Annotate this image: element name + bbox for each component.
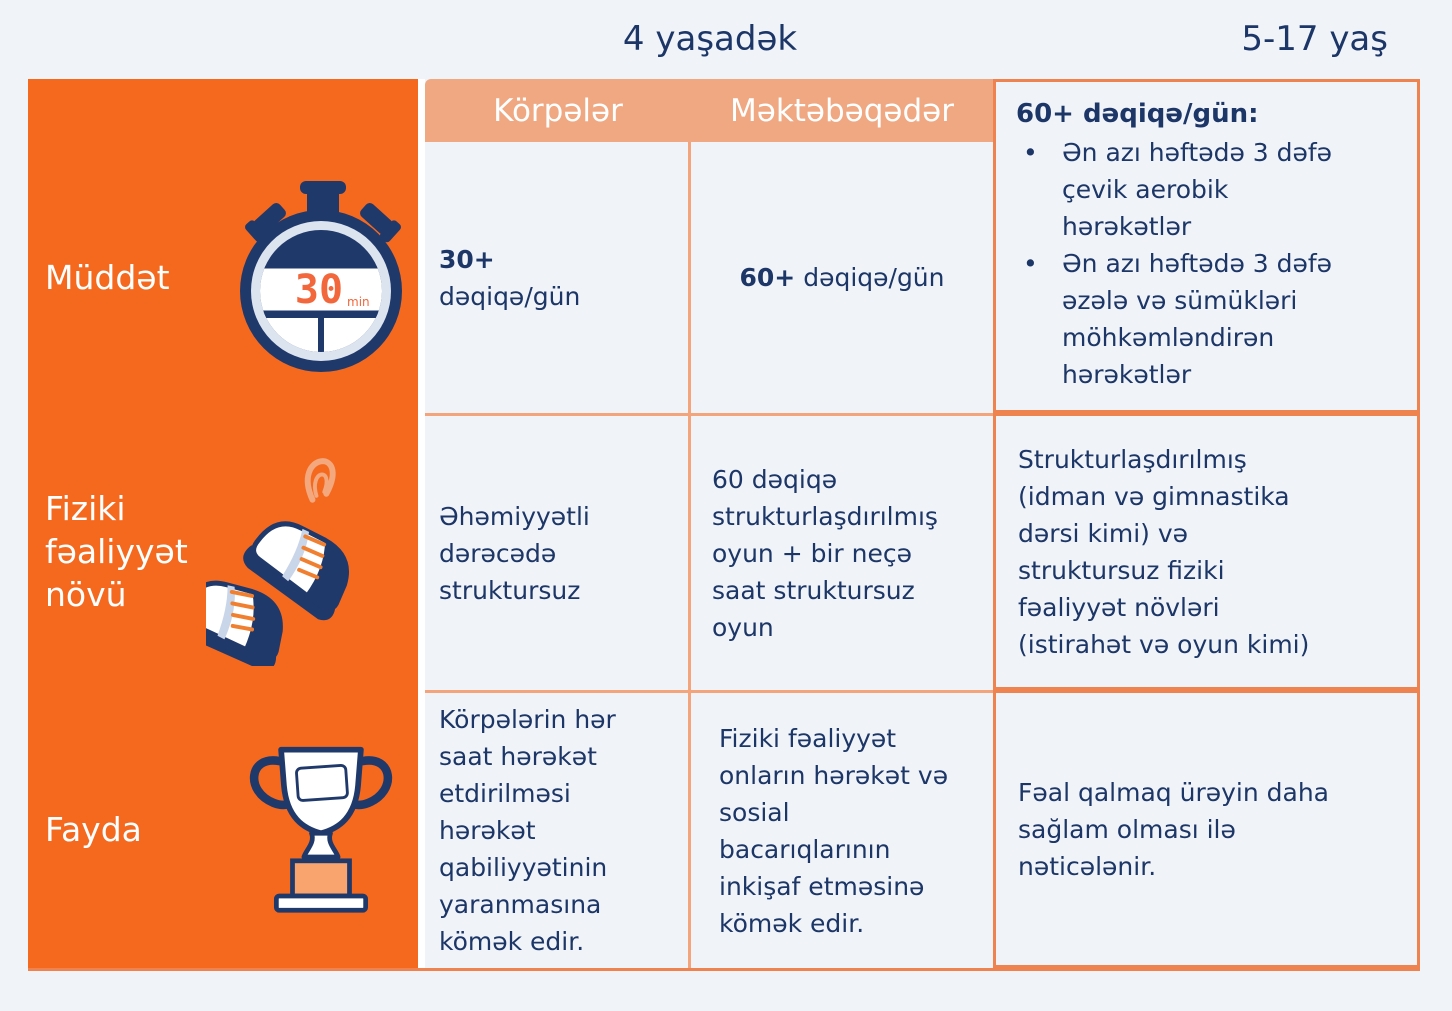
- age-label-under-4: 4 yaşadək: [622, 19, 798, 59]
- bullet-text: Ən azı həftədə 3 dəfə əzələ və sümükləri möhkəmləndirən hərəkətlər: [1062, 249, 1333, 389]
- duration-infants-unit: dəqiqə/gün: [439, 281, 581, 311]
- cell-benefit-5-17: [993, 690, 1420, 968]
- benefit-5-17-text: Fəal qalmaq ürəyin daha sağlam olması ilə nəticələnir.: [1018, 777, 1329, 881]
- cell-duration-preschool: [691, 142, 993, 413]
- benefit-preschool-text: Fiziki fəaliyyət onların hərəkət və sosial bacarıqlarının inkişaf etməsinə kömək edir.: [719, 723, 949, 938]
- cell-benefit-infants: [425, 690, 691, 968]
- activity-type-5-17-text: Strukturlaşdırılmış (idman və gimnastika dərsi kimi) və struktursuz fiziki fəaliyyət növləri (istirahət və oyun kimi): [1018, 444, 1310, 659]
- stopwatch-value: 30: [294, 266, 344, 313]
- stopwatch-icon: [224, 179, 418, 377]
- sidebar-divider: [418, 79, 425, 968]
- bullet-icon: •: [1023, 138, 1038, 167]
- cell-duration-5-17: [993, 79, 1420, 413]
- cell-duration-infants: [425, 142, 691, 413]
- sneakers-icon: [206, 438, 418, 666]
- activity-type-preschool-text: 60 dəqiqə strukturlaşdırılmış oyun + bir neçə saat struktursuz oyun: [712, 464, 938, 642]
- duration-preschool-value: 60+: [739, 263, 796, 292]
- age-label-5-17: 5-17 yaş: [1241, 19, 1388, 59]
- activity-type-infants-text: Əhəmiyyətli dərəcədə struktursuz: [439, 501, 590, 605]
- sidebar-row-activity-type: [28, 413, 418, 690]
- cell-benefit-preschool: [691, 690, 993, 968]
- sidebar-spacer: [28, 79, 418, 142]
- row-label-activity-type: Fiziki fəaliyyət növü: [45, 489, 188, 614]
- sidebar-row-duration: [28, 142, 418, 413]
- column-header-infants: Körpələr: [425, 79, 691, 142]
- bullet-icon: •: [1023, 249, 1038, 278]
- stopwatch-unit: min: [347, 294, 370, 309]
- activity-guidelines-table: [28, 79, 1420, 971]
- sidebar-row-benefit: [28, 690, 418, 968]
- list-item: [1016, 245, 1397, 393]
- duration-infants-value: 30+: [439, 244, 495, 274]
- benefit-infants-text: Körpələrin hər saat hərəkət etdirilməsi hərəkət qabiliyyətinin yaranmasına kömək edir.: [439, 705, 616, 956]
- bullet-text: Ən azı həftədə 3 dəfə çevik aerobik hərəkətlər: [1062, 138, 1333, 241]
- age-group-header-row: [28, 16, 1420, 68]
- column-header-preschool: Məktəbəqədər: [691, 79, 993, 142]
- cell-activity-type-preschool: [691, 413, 993, 690]
- duration-preschool-unit: dəqiqə/gün: [803, 263, 945, 292]
- row-label-duration: Müddət: [45, 258, 170, 297]
- trophy-icon: [224, 736, 418, 922]
- row-label-benefit: Fayda: [45, 809, 142, 849]
- cell-activity-type-infants: [425, 413, 691, 690]
- list-item: [1016, 134, 1397, 245]
- cell-activity-type-5-17: [993, 413, 1420, 690]
- table-content-grid: [425, 79, 1420, 968]
- row-labels-sidebar: [28, 79, 418, 968]
- duration-5-17-heading: 60+ dəqiqə/gün:: [1016, 99, 1259, 129]
